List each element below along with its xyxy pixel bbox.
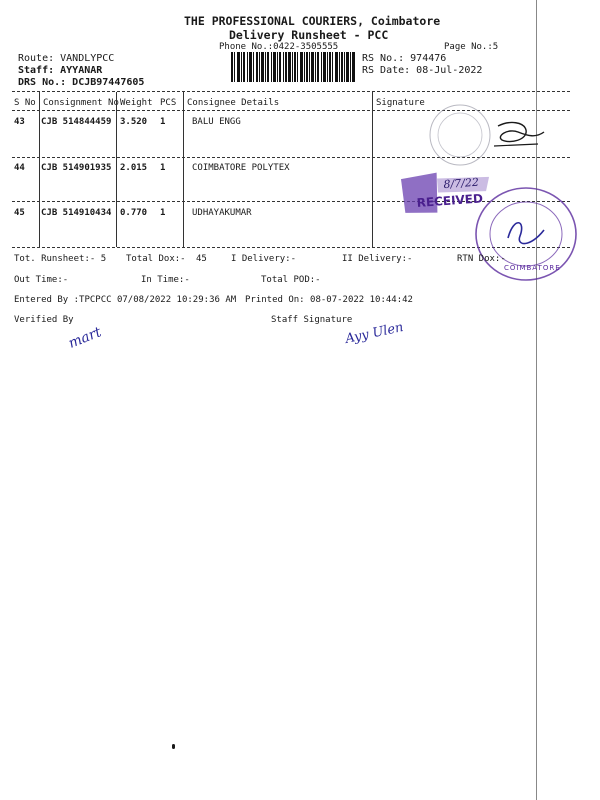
row-weight: 2.015 [120,163,148,173]
in-time: In Time:- [141,275,190,285]
rtn-dox: RTN Dox:- [457,254,506,264]
total-dox-label: Total Dox:- [126,254,186,264]
out-time: Out Time:- [14,275,69,285]
col-divider [183,92,184,247]
col-divider [39,92,40,247]
col-header-consignee: Consignee Details [187,98,280,108]
total-pod: Total POD:- [261,275,321,285]
doc-title: Delivery Runsheet - PCC [229,28,389,42]
entered-by: Entered By :TPCPCC 07/08/2022 10:29:36 AM [14,295,237,305]
row-sno: 43 [14,117,25,127]
col-header-sno: S No [14,98,36,108]
printed-on: Printed On: 08-07-2022 10:44:42 [245,295,413,305]
row-consignee: UDHAYAKUMAR [192,208,252,218]
company-seal [474,186,578,282]
staff: Staff: AYYANAR [18,65,103,76]
ink-speck [172,744,175,749]
row-weight: 0.770 [120,208,148,218]
col-header-weight: Weight [120,98,153,108]
staff-handwritten-signature: Ayy Ulen [344,320,405,347]
row-sno: 44 [14,163,25,173]
ii-delivery: II Delivery:- [342,254,413,264]
barcode [231,52,355,82]
col-header-consignment: Consignment No [43,98,119,108]
row-weight: 3.520 [120,117,148,127]
verified-by: Verified By [14,315,74,325]
company-name: THE PROFESSIONAL COURIERS, Coimbatore [184,14,441,28]
staff-signature-label: Staff Signature [271,315,353,325]
drs-number: DRS No.: DCJB97447605 [18,77,145,88]
row-consignment: CJB 514910434 [41,208,112,218]
total-dox-value: 45 [196,254,207,264]
route: Route: VANDLYPCC [18,53,115,64]
row-consignee: BALU ENGG [192,117,241,127]
row-consignee: COIMBATORE POLYTEX [192,163,290,173]
row-consignment: CJB 514844459 [41,117,112,127]
tot-runsheet: Tot. Runsheet:- 5 [14,254,107,264]
col-header-pcs: PCS [160,98,177,108]
row-sno: 45 [14,208,25,218]
i-delivery: I Delivery:- [231,254,297,264]
received-date: 8/7/22 [443,175,480,192]
table-top-rule [12,91,570,92]
row-pcs: 1 [160,208,166,218]
rs-number: RS No.: 974476 [362,53,447,64]
phone-number: Phone No.:0422-3505555 [219,42,339,52]
row-pcs: 1 [160,117,166,127]
delivery-signature [488,118,548,152]
col-divider [372,92,373,247]
page-number: Page No.:5 [444,42,499,52]
rs-date: RS Date: 08-Jul-2022 [362,65,483,76]
verified-handwritten-signature: mart [66,324,104,352]
seal-text: COIMBATORE [504,264,561,272]
col-divider [116,92,117,247]
faint-round-stamp [425,100,495,170]
col-header-signature: Signature [376,98,425,108]
row-consignment: CJB 514901935 [41,163,112,173]
row-pcs: 1 [160,163,166,173]
received-stamp-text: RECEIVED [416,191,484,211]
